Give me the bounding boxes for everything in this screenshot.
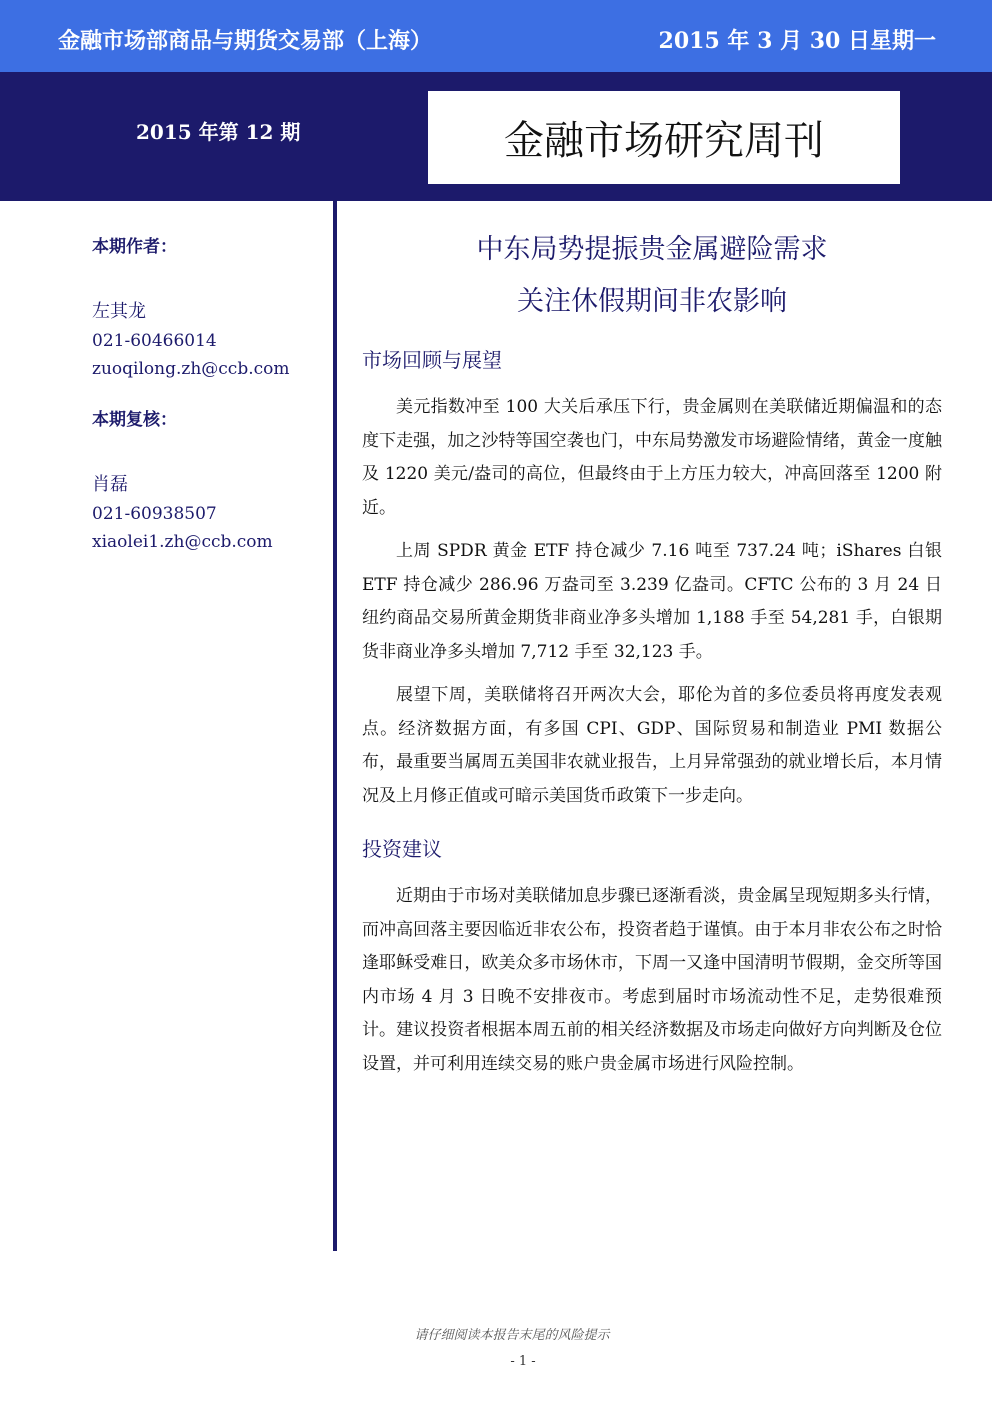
author-email: zuoqilong.zh@ccb.com bbox=[92, 359, 290, 379]
headline-line-2: 关注休假期间非农影响 bbox=[517, 286, 787, 317]
author-name: 左其龙 bbox=[92, 301, 146, 322]
section-heading-investment-advice: 投资建议 bbox=[362, 837, 442, 861]
sidebar bbox=[92, 232, 322, 552]
publication-title-box bbox=[428, 91, 900, 184]
author-phone: 021-60466014 bbox=[92, 331, 217, 351]
title-band bbox=[0, 72, 992, 201]
paragraph-market-review: 美元指数冲至 100 大关后承压下行，贵金属则在美联储近期偏温和的态度下走强，加之沙特等国空袭也门，中东局势激发市场避险情绪，黄金一度触及 1220 美元/盎司的高位，但最终由于上方压力较大，冲高回落至 1200 附近。 bbox=[362, 397, 942, 518]
report-date: 2015 年 3 月 30 日星期一 bbox=[658, 28, 936, 54]
header-bar bbox=[0, 0, 992, 72]
issue-number: 2015 年第 12 期 bbox=[136, 120, 301, 144]
publication-title: 金融市场研究周刊 bbox=[504, 118, 824, 164]
reviewer-label: 本期复核： bbox=[92, 410, 177, 430]
article bbox=[362, 226, 942, 1081]
author-label: 本期作者： bbox=[92, 237, 177, 257]
column-divider bbox=[333, 201, 337, 1251]
paragraph-holdings: 上周 SPDR 黄金 ETF 持仓减少 7.16 吨至 737.24 吨；iShares 白银 ETF 持仓减少 286.96 万盎司至 3.239 亿盎司。CFTC 公布的 3 月 24 日纽约商品交易所黄金期货非商业净多头增加 1,188 手至 54,281 手，白银期货非商业净多头增加 7,712 手至 32,123 手。 bbox=[362, 541, 942, 662]
section-heading-market-review: 市场回顾与展望 bbox=[362, 348, 502, 372]
headline-line-1: 中东局势提振贵金属避险需求 bbox=[476, 234, 828, 265]
department-name: 金融市场部商品与期货交易部（上海） bbox=[58, 29, 433, 54]
reviewer-phone: 021-60938507 bbox=[92, 504, 217, 524]
reviewer-name: 肖磊 bbox=[92, 474, 128, 495]
risk-notice: 请仔细阅读本报告末尾的风险提示 bbox=[414, 1328, 610, 1343]
page-number: - 1 - bbox=[510, 1354, 536, 1369]
reviewer-email: xiaolei1.zh@ccb.com bbox=[92, 532, 273, 552]
paragraph-outlook: 展望下周，美联储将召开两次大会，耶伦为首的多位委员将再度发表观点。经济数据方面，有多国 CPI、GDP、国际贸易和制造业 PMI 数据公布，最重要当属周五美国非农就业报告，上月异常强劲的就业增长后，本月情况及上月修正值或可暗示美国货币政策下一步走向。 bbox=[362, 685, 942, 806]
paragraph-investment-advice: 近期由于市场对美联储加息步骤已逐渐看淡，贵金属呈现短期多头行情，而冲高回落主要因临近非农公布，投资者趋于谨慎。由于本月非农公布之时恰逢耶稣受难日，欧美众多市场休市，下周一又逢中国清明节假期，金交所等国内市场 4 月 3 日晚不安排夜市。考虑到届时市场流动性不足，走势很难预计。建议投资者根据本周五前的相关经济数据及市场走向做好方向判断及仓位设置，并可利用连续交易的账户贵金属市场进行风险控制。 bbox=[362, 886, 942, 1074]
